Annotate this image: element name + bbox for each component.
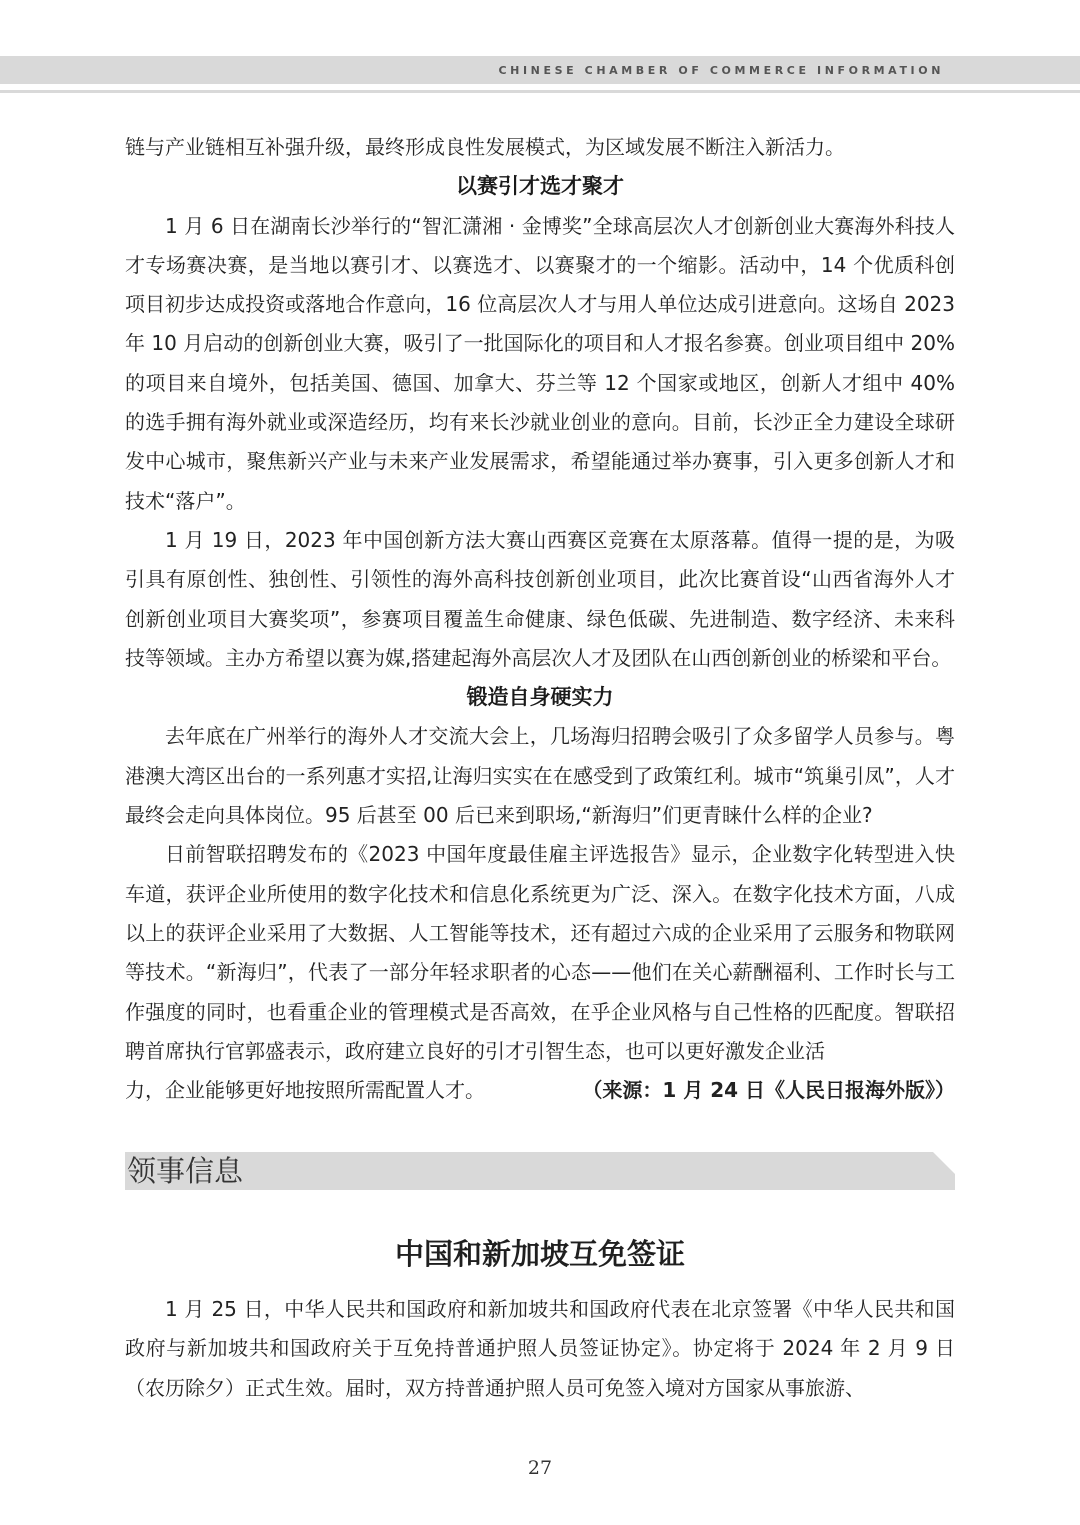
page-number: 27 — [527, 1457, 553, 1479]
section-banner-shape — [125, 1152, 955, 1190]
article-body — [125, 1290, 955, 1408]
paragraph-end-with-source — [125, 1071, 955, 1110]
article-title: 中国和新加坡互免签证 — [394, 1237, 685, 1271]
paragraph-last-line: 力，企业能够更好地按照所需配置人才。 — [125, 1078, 485, 1103]
section-title: 领事信息 — [127, 1154, 244, 1188]
subheading: 锻造自身硬实力 — [466, 685, 614, 710]
paragraph: 日前智联招聘发布的《2023 中国年度最佳雇主评选报告》显示，企业数字化转型进入快车道，获评企业所使用的数字化技术和信息化系统更为广泛、深入。在数字化技术方面，八成以上的获评企业采用了大数据、人工智能等技术，还有超过六成的企业采用了云服务和物联网等技术。“新海归”，代表了一部分年轻求职者的心态——他们在关心薪酬福利、工作时长与工作强度的同时，也看重企业的管理模式是否高效，在乎企业风格与自己性格的匹配度。智联招聘首席执行官郭盛表示，政府建立良好的引才引智生态，也可以更好激发企业活 — [125, 842, 955, 1063]
paragraph: 1 月 6 日在湖南长沙举行的“智汇潇湘 · 金博奖”全球高层次人才创新创业大赛海外科技人才专场赛决赛，是当地以赛引才、以赛选才、以赛聚才的一个缩影。活动中，14 个优质科创项目初步达成投资或落地合作意向，16 位高层次人才与用人单位达成引进意向。这场自 2023 年 10 月启动的创新创业大赛，吸引了一批国际化的项目和人才报名参赛。创业项目组中 20% 的项目来自境外，包括美国、德国、加拿大、芬兰等 12 个国家或地区，创新人才组中 40% 的选手拥有海外就业或深造经历，均有来长沙就业创业的意向。目前，长沙正全力建设全球研发中心城市，聚焦新兴产业与未来产业发展需求，希望能通过举办赛事，引入更多创新人才和技术“落户”。 — [125, 213, 955, 513]
running-header: CHINESE CHAMBER OF COMMERCE INFORMATION — [498, 64, 944, 77]
source-citation: （来源：1 月 24 日《人民日报海外版》） — [582, 1078, 955, 1103]
header-rule — [0, 90, 1080, 93]
subheading: 以赛引才选才聚才 — [456, 174, 624, 199]
section-banner — [125, 1152, 955, 1190]
paragraph: 1 月 25 日，中华人民共和国政府和新加坡共和国政府代表在北京签署《中华人民共和国政府与新加坡共和国政府关于互免持普通护照人员签证协定》。协定将于 2024 年 2 月 9 日（农历除夕）正式生效。届时，双方持普通护照人员可免签入境对方国家从事旅游、 — [125, 1297, 955, 1400]
paragraph: 去年底在广州举行的海外人才交流大会上，几场海归招聘会吸引了众多留学人员参与。粤港澳大湾区出台的一系列惠才实招,让海归实实在在感受到了政策红利。城市“筑巢引凤”，人才最终会走向具体岗位。95 后甚至 00 后已来到职场,“新海归”们更青睐什么样的企业? — [125, 724, 955, 828]
article-continuation — [125, 128, 955, 1110]
paragraph: 链与产业链相互补强升级，最终形成良性发展模式，为区域发展不断注入新活力。 — [125, 135, 845, 159]
paragraph: 1 月 19 日，2023 年中国创新方法大赛山西赛区竞赛在太原落幕。值得一提的是，为吸引具有原创性、独创性、引领性的海外高科技创新创业项目，此次比赛首设“山西省海外人才创新创业项目大赛奖项”，参赛项目覆盖生命健康、绿色低碳、先进制造、数字经济、未来科技等领域。主办方希望以赛为媒,搭建起海外高层次人才及团队在山西创新创业的桥梁和平台。 — [125, 527, 955, 670]
